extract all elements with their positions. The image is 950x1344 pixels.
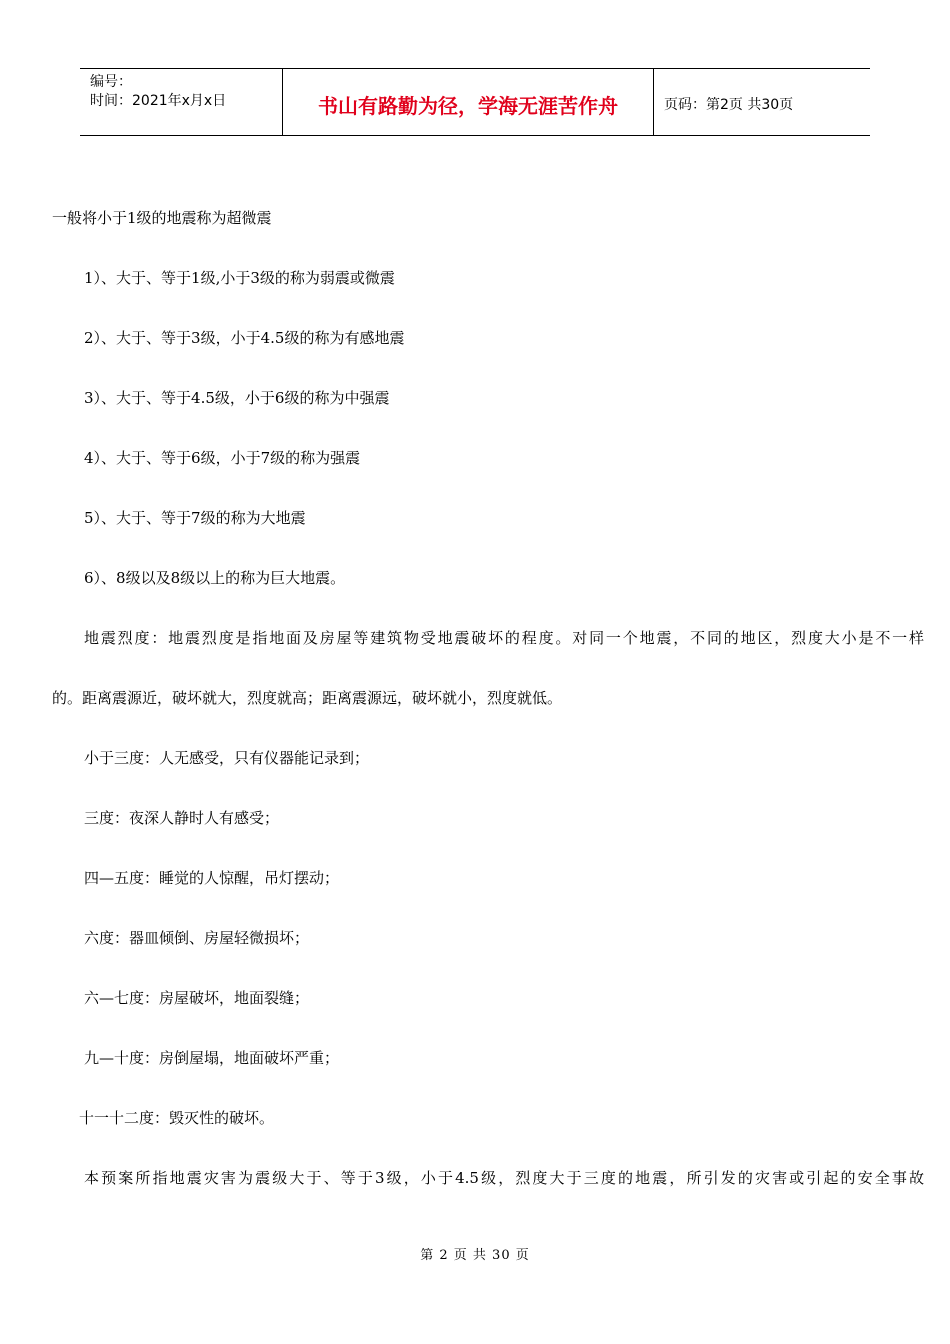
paragraph-line: 2）、大于、等于3级，小于4.5级的称为有感地震	[84, 329, 405, 347]
paragraph-line: 4）、大于、等于6级，小于7级的称为强震	[84, 449, 361, 467]
paragraph-line: 四—五度：睡觉的人惊醒，吊灯摆动；	[84, 869, 340, 887]
paragraph-line: 九—十度：房倒屋塌，地面破坏严重；	[84, 1049, 340, 1067]
paragraph-line: 5）、大于、等于7级的称为大地震	[84, 509, 306, 527]
paragraph-line: 小于三度：人无感受，只有仪器能记录到；	[84, 749, 370, 767]
document-body	[52, 200, 924, 1220]
paragraph-line: 六度：器皿倾倒、房屋轻微损坏；	[84, 929, 310, 947]
paragraph-line: 的。距离震源近，破坏就大，烈度就高；距离震源远，破坏就小，烈度就低。	[52, 689, 563, 707]
paragraph-line: 本预案所指地震灾害为震级大于、等于3级，小于4.5级，烈度大于三度的地震，所引发的灾害或引起的安全事故	[84, 1169, 924, 1187]
page-footer: 第 2 页 共 30 页	[420, 1248, 530, 1263]
paragraph-line: 6）、8级以及8级以上的称为巨大地震。	[84, 569, 346, 587]
document-number-label: 编号：	[90, 74, 132, 90]
header-motto: 书山有路勤为径，学海无涯苦作舟	[282, 69, 654, 135]
header-meta	[80, 69, 282, 135]
paragraph-line: 1）、大于、等于1级,小于3级的称为弱震或微震	[84, 269, 395, 287]
paragraph-line: 3）、大于、等于4.5级，小于6级的称为中强震	[84, 389, 390, 407]
paragraph-line: 地震烈度：地震烈度是指地面及房屋等建筑物受地震破坏的程度。对同一个地震，不同的地区，烈度大小是不一样	[84, 629, 924, 647]
header-page-info: 页码：第2页 共30页	[664, 97, 794, 113]
paragraph-line: 三度：夜深人静时人有感受；	[84, 809, 280, 827]
document-header	[80, 68, 870, 136]
document-time: 时间：2021年x月x日	[90, 93, 227, 109]
paragraph-line: 十一十二度：毁灭性的破坏。	[79, 1109, 275, 1127]
paragraph-line: 六—七度：房屋破坏，地面裂缝；	[84, 989, 310, 1007]
paragraph-line: 一般将小于1级的地震称为超微震	[52, 209, 272, 227]
